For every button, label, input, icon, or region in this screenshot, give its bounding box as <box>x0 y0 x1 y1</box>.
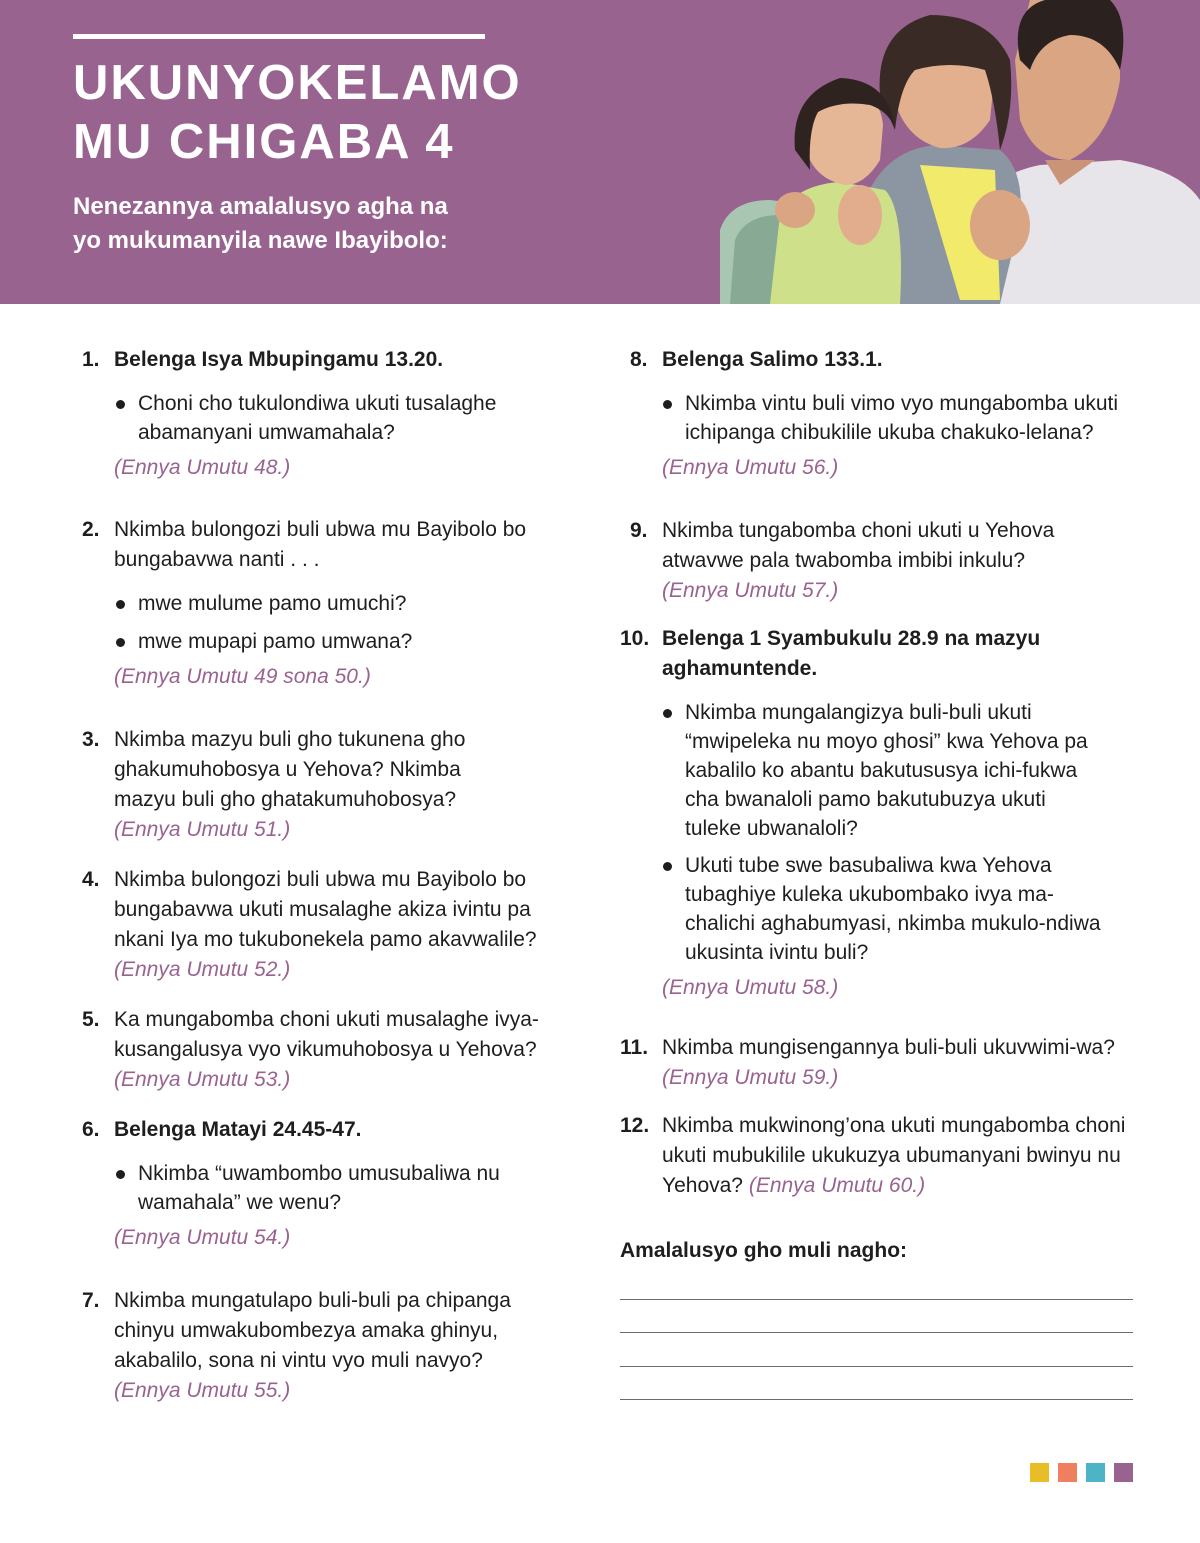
question-text: Belenga 1 Syambukulu 28.9 na mazyu aghamuntende. <box>662 627 1041 680</box>
question-number: 1. <box>82 348 100 371</box>
reference-link: (Ennya Umutu 59.) <box>662 1066 839 1089</box>
reference-link: (Ennya Umutu 52.) <box>114 958 291 981</box>
question-5 <box>82 1005 584 1095</box>
question-text: Nkimba mungatulapo buli-buli pa chipanga chinyu umwakubombezya amaka ghinyu, akabalilo, sona ni vintu vyo muli navyo? <box>114 1289 511 1372</box>
question-12 <box>620 1111 1127 1201</box>
subtitle-line-2: yo mukumanyila nawe Ibayibolo: <box>73 227 448 254</box>
reference-link: (Ennya Umutu 60.) <box>748 1174 926 1197</box>
family-praying-illustration <box>700 0 1200 304</box>
question-number: 9. <box>630 519 648 542</box>
bullet-item: Nkimba “uwambombo umusubaliwa nu wamahala” we wenu? <box>138 1159 554 1217</box>
question-number: 5. <box>82 1008 100 1031</box>
question-number: 2. <box>82 518 100 541</box>
question-number: 6. <box>82 1118 100 1141</box>
question-8 <box>620 345 1135 483</box>
header-rule <box>73 34 485 39</box>
answer-line[interactable] <box>620 1399 1133 1400</box>
reference-link: (Ennya Umutu 56.) <box>662 456 839 479</box>
color-swatch-yellow <box>1030 1463 1049 1482</box>
question-number: 4. <box>82 868 100 891</box>
question-7 <box>82 1286 564 1406</box>
question-text <box>662 1111 1127 1201</box>
color-swatch-orange <box>1058 1463 1077 1482</box>
question-10 <box>620 624 1101 1003</box>
title-line-1: UKUNYOKELAMO <box>73 56 522 110</box>
question-4 <box>82 865 584 985</box>
question-2 <box>82 515 544 692</box>
question-9 <box>620 516 1082 606</box>
question-number: 11. <box>620 1036 649 1059</box>
title-line-2: MU CHIGABA 4 <box>73 115 455 169</box>
bullet-item: Choni cho tukulondiwa ukuti tusalaghe abamanyani umwamahala? <box>138 389 558 447</box>
reference-link: (Ennya Umutu 54.) <box>114 1226 291 1249</box>
reference-link: (Ennya Umutu 48.) <box>114 456 291 479</box>
question-text: Belenga Isya Mbupingamu 13.20. <box>114 348 444 371</box>
page-title <box>73 54 633 172</box>
question-text: Nkimba bulongozi buli ubwa mu Bayibolo bo bungabavwa nanti . . . <box>114 518 527 571</box>
reference-link: (Ennya Umutu 55.) <box>114 1379 291 1402</box>
bullet-item: Nkimba vintu buli vimo vyo mungabomba ukuti ichipanga chibukilile ukuba chakuko-lelana? <box>685 389 1125 447</box>
question-11 <box>620 1033 1127 1093</box>
bullet-item: Ukuti tube swe basubaliwa kwa Yehova tubaghiye kuleka ukubombako ivya ma-chalichi aghabumyasi, nkimba mukulo-ndiwa ukusinta ivintu buli? <box>685 851 1105 967</box>
reference-link: (Ennya Umutu 49 sona 50.) <box>114 665 371 688</box>
question-number: 8. <box>630 348 648 371</box>
question-text: Belenga Matayi 24.45-47. <box>114 1118 362 1141</box>
bullet-item: Nkimba mungalangizya buli-buli ukuti “mwipeleka nu moyo ghosi” kwa Yehova pa kabalilo ko abantu bakutususya ichi-fukwa cha bwanaloli pamo bakutubuzya ukuti tuleke ubwanaloli? <box>685 698 1105 843</box>
reference-link: (Ennya Umutu 58.) <box>662 976 839 999</box>
questions-column-left <box>82 345 592 1406</box>
question-1 <box>82 345 592 483</box>
question-text: Belenga Salimo 133.1. <box>662 348 883 371</box>
question-number: 10. <box>620 627 650 650</box>
answer-line[interactable] <box>620 1332 1133 1333</box>
reference-link: (Ennya Umutu 51.) <box>114 818 291 841</box>
subtitle-line-1: Nenezannya amalalusyo agha na <box>73 193 448 220</box>
reference-link: (Ennya Umutu 53.) <box>114 1068 291 1091</box>
question-text-body: Nkimba mukwinong’ona ukuti mungabomba choni ukuti mubukilile ukukuzya ubumanyani bwinyu nu Yehova? <box>662 1114 1126 1197</box>
question-text: Ka mungabomba choni ukuti musalaghe ivya-kusangalusya vyo vikumuhobosya u Yehova? <box>114 1008 539 1061</box>
bullet-item: mwe mulume pamo umuchi? <box>138 589 544 618</box>
color-swatch-purple <box>1114 1463 1133 1482</box>
answer-line[interactable] <box>620 1299 1133 1300</box>
answers-label: Amalalusyo gho muli nagho: <box>620 1239 908 1262</box>
color-swatch-teal <box>1086 1463 1105 1482</box>
question-3 <box>82 725 514 845</box>
question-number: 7. <box>82 1289 100 1312</box>
reference-link: (Ennya Umutu 57.) <box>662 579 839 602</box>
question-text: Nkimba tungabomba choni ukuti u Yehova atwavwe pala twabomba imbibi inkulu? <box>662 519 1055 572</box>
question-6 <box>82 1115 554 1253</box>
question-text <box>662 1033 1127 1093</box>
question-number: 12. <box>620 1114 650 1137</box>
questions-column-right <box>620 345 1135 1201</box>
question-number: 3. <box>82 728 100 751</box>
answer-line[interactable] <box>620 1366 1133 1367</box>
question-text: Nkimba bulongozi buli ubwa mu Bayibolo bo bungabavwa ukuti musalaghe akiza ivintu pa nkani Iya mo tukubonekela pamo akavwalile? <box>114 868 537 951</box>
question-text-body: Nkimba mungisengannya buli-buli ukuvwimi-wa? <box>662 1036 1115 1059</box>
page-subtitle <box>73 190 448 258</box>
header-banner <box>0 0 1200 304</box>
question-text: Nkimba mazyu buli gho tukunena gho ghakumuhobosya u Yehova? Nkimba mazyu buli gho ghatakumuhobosya? <box>114 728 466 811</box>
bullet-item: mwe mupapi pamo umwana? <box>138 627 544 656</box>
